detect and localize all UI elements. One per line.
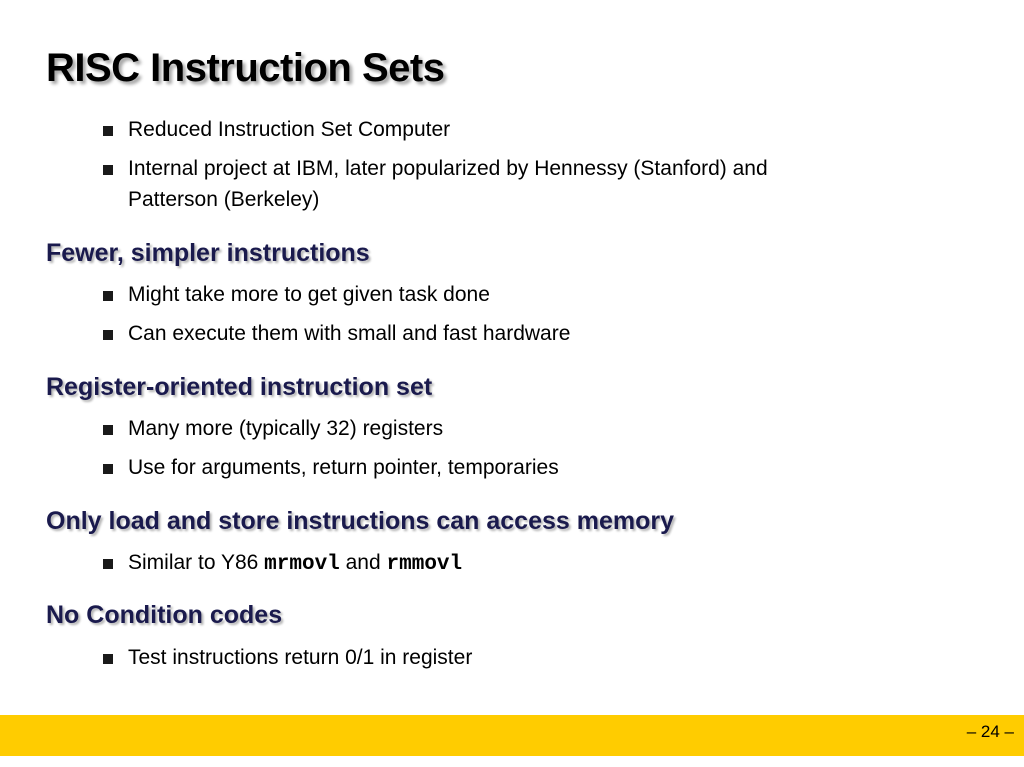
page-number: – 24 – xyxy=(966,722,1014,741)
bullet-text: Use for arguments, return pointer, temporaries xyxy=(128,456,559,479)
bullet-text: Can execute them with small and fast hardware xyxy=(128,322,571,345)
code-rmmovl: rmmovl xyxy=(386,553,463,576)
slide-title: RISC Instruction Sets xyxy=(46,46,445,90)
bullet-text: Might take more to get given task done xyxy=(128,283,490,306)
bullet-text-continuation: Patterson (Berkeley) xyxy=(128,188,320,211)
bullet-text: Test instructions return 0/1 in register xyxy=(128,646,473,669)
bullet-square-icon xyxy=(103,654,113,664)
bullet-square-icon xyxy=(103,165,113,175)
bullet-square-icon xyxy=(103,126,113,136)
section-heading: No Condition codes xyxy=(46,601,283,629)
bullet-square-icon xyxy=(103,291,113,301)
footer-bar xyxy=(0,715,1024,756)
section-heading: Register-oriented instruction set xyxy=(46,373,433,401)
code-mrmovl: mrmovl xyxy=(264,553,340,576)
bullet-text: Internal project at IBM, later popularized by Hennessy (Stanford) and xyxy=(128,157,768,180)
bullet-square-icon xyxy=(103,330,113,340)
bullet-square-icon xyxy=(103,464,113,474)
bullet-prefix-text: Similar to Y86 xyxy=(128,551,265,574)
bullet-square-icon xyxy=(103,559,113,569)
bullet-middle-text: and xyxy=(339,551,387,574)
section-heading: Fewer, simpler instructions xyxy=(46,239,370,267)
bullet-text xyxy=(128,548,462,580)
bullet-text: Reduced Instruction Set Computer xyxy=(128,118,451,141)
section-heading: Only load and store instructions can access memory xyxy=(46,507,674,535)
bullet-text: Many more (typically 32) registers xyxy=(128,417,444,440)
bullet-square-icon xyxy=(103,425,113,435)
